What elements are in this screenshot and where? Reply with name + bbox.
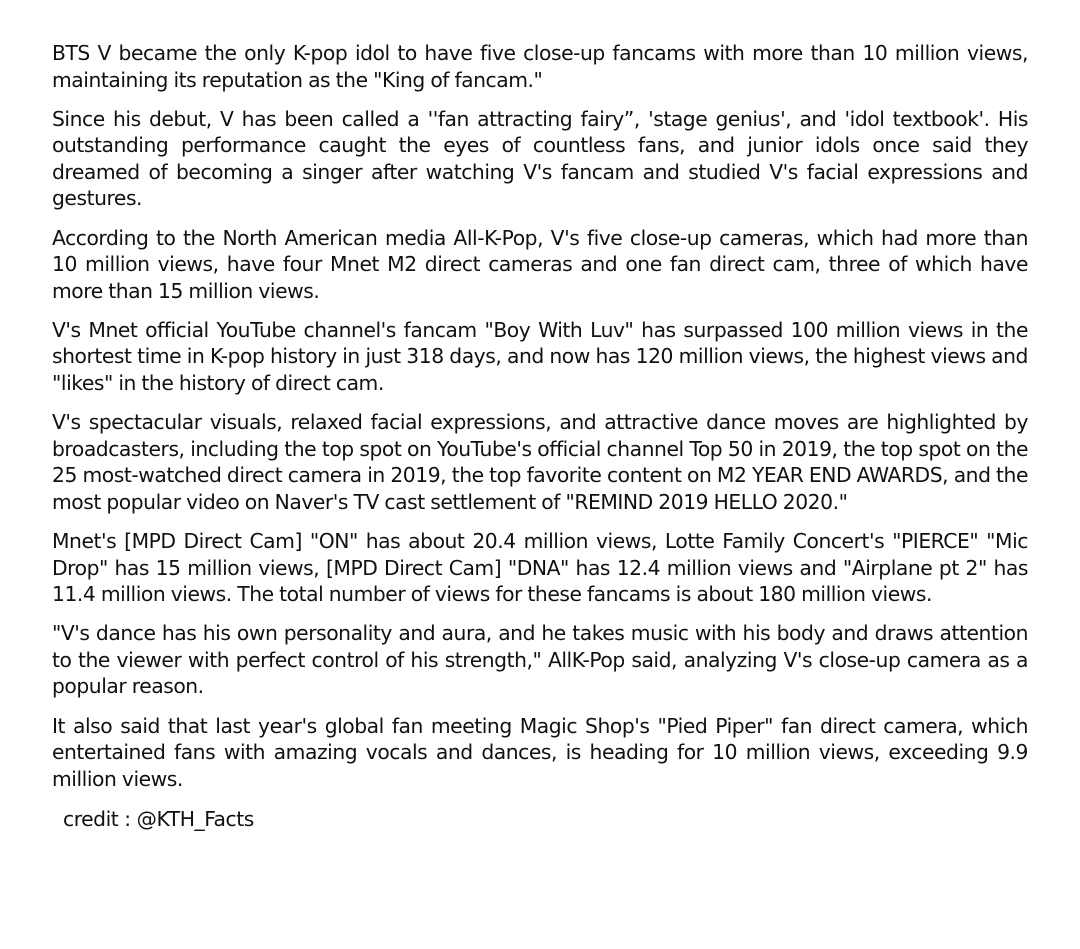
paragraph-3: According to the North American media All-K-Pop, V's five close-up cameras, which had more than 10 million views, have four Mnet M2 direct cameras and one fan direct cam, three of which have more than 15 million views. [52,225,1028,303]
paragraph-7: "V's dance has his own personality and aura, and he takes music with his body and draws attention to the viewer with perfect control of his strength," AllK-Pop said, analyzing V's close-up camera as a popular reason. [52,621,1028,699]
paragraph-6: Mnet's [MPD Direct Cam] "ON" has about 20.4 million views, Lotte Family Concert's "PIERCE" "Mic Drop" has 15 million views, [MPD Direct Cam] "DNA" has 12.4 million views and "Airplane pt 2" has 11.4 million views. The total number of views for these fancams is about 180 million views. [52,529,1028,607]
paragraph-5: V's spectacular visuals, relaxed facial expressions, and attractive dance moves are highlighted by broadcasters, including the top spot on YouTube's official channel Top 50 in 2019, the top spot on the 25 most-watched direct camera in 2019, the top favorite content on M2 YEAR END AWARDS, and the most popular video on Naver's TV cast settlement of "REMIND 2019 HELLO 2020." [52,410,1028,514]
credit-line: credit : @KTH_Facts [63,807,254,832]
paragraph-2: Since his debut, V has been called a ''fan attracting fairy”, 'stage genius', and 'idol textbook'. His outstanding performance caught the eyes of countless fans, and junior idols once said they dreamed of becoming a singer after watching V's fancam and studied V's facial expressions and gestures. [52,106,1028,211]
paragraph-4: V's Mnet official YouTube channel's fancam "Boy With Luv" has surpassed 100 million views in the shortest time in K-pop history in just 318 days, and now has 120 million views, the highest views and "likes" in the history of direct cam. [52,317,1028,396]
paragraph-8: It also said that last year's global fan meeting Magic Shop's "Pied Piper" fan direct camera, which entertained fans with amazing vocals and dances, is heading for 10 million views, exceeding 9.9 million views. [52,713,1028,791]
paragraph-1: BTS V became the only K-pop idol to have five close-up fancams with more than 10 million views, maintaining its reputation as the "King of fancam." [52,41,1028,92]
